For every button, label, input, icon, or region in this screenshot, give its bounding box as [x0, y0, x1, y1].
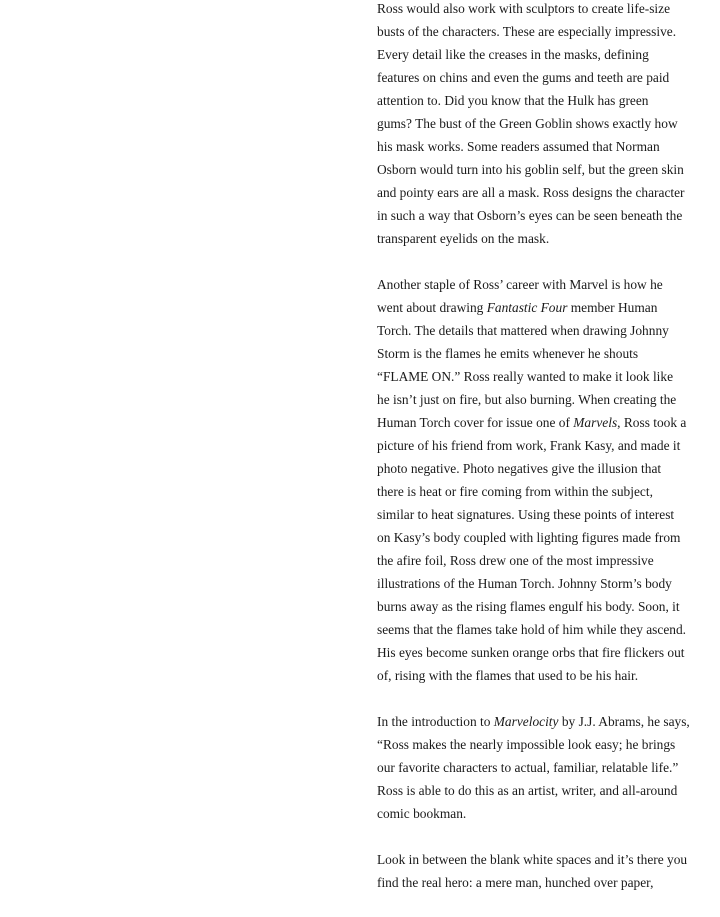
text-line: Torch. The details that mattered when drawing Johnny [377, 323, 669, 338]
italic-title: Marvelocity [493, 714, 559, 729]
text-line: on Kasy’s body coupled with lighting figures made from [377, 530, 681, 545]
text-line: similar to heat signatures. Using these points of interest [377, 507, 675, 522]
text-line: Look in between the blank white spaces and it’s there you [377, 852, 688, 867]
text-line: Ross is able to do this as an artist, writer, and all-around [377, 783, 678, 798]
text-line: “Ross makes the nearly impossible look easy; he brings [377, 737, 676, 752]
text-line: Osborn would turn into his goblin self, but the green skin [377, 162, 684, 177]
article-paragraph [377, 848, 688, 894]
text-line: photo negative. Photo negatives give the illusion that [377, 461, 662, 476]
text-line: Ross would also work with sculptors to create life-size [377, 1, 671, 16]
text-line: Every detail like the creases in the masks, defining [377, 47, 649, 62]
text-line: comic bookman. [377, 806, 467, 821]
article-paragraph [377, 0, 685, 250]
text-line: Storm is the flames he emits whenever he shouts [377, 346, 639, 361]
italic-title: Fantastic Four [486, 300, 568, 315]
text-line: “FLAME ON.” Ross really wanted to make it look like [377, 369, 674, 384]
article-text-column [377, 0, 690, 917]
text-line: transparent eyelids on the mask. [377, 231, 550, 246]
text-line: of, rising with the flames that used to be his hair. [377, 668, 639, 683]
text-line: Human Torch cover for issue one of Marvels, Ross took a [377, 415, 687, 430]
text-line: His eyes become sunken orange orbs that fire flickers out [377, 645, 685, 660]
italic-title: Marvels [573, 415, 618, 430]
text-line: and pointy ears are all a mask. Ross designs the character [377, 185, 685, 200]
text-line: the afire foil, Ross drew one of the most impressive [377, 553, 654, 568]
text-line: picture of his friend from work, Frank Kasy, and made it [377, 438, 681, 453]
text-line: find the real hero: a mere man, hunched over paper, [377, 875, 654, 890]
text-line: there is heat or fire coming from within the subject, [377, 484, 653, 499]
article-paragraph [377, 710, 690, 825]
text-line: seems that the flames take hold of him while they ascend. [377, 622, 687, 637]
text-line: In the introduction to Marvelocity by J.J. Abrams, he says, [377, 714, 690, 729]
text-line: Another staple of Ross’ career with Marvel is how he [377, 277, 663, 292]
text-line: illustrations of the Human Torch. Johnny Storm’s body [377, 576, 672, 591]
text-line: burns away as the rising flames engulf his body. Soon, it [377, 599, 680, 614]
text-line: in such a way that Osborn’s eyes can be seen beneath the [377, 208, 683, 223]
text-line: busts of the characters. These are especially impressive. [377, 24, 677, 39]
text-line: he isn’t just on fire, but also burning. When creating the [377, 392, 677, 407]
text-line: his mask works. Some readers assumed that Norman [377, 139, 660, 154]
article-paragraph [377, 273, 685, 687]
text-line: features on chins and even the gums and teeth are paid [377, 70, 670, 85]
text-line: went about drawing Fantastic Four member Human [377, 300, 658, 315]
text-line: our favorite characters to actual, familiar, relatable life.” [377, 760, 679, 775]
text-line: gums? The bust of the Green Goblin shows exactly how [377, 116, 678, 131]
text-line: attention to. Did you know that the Hulk has green [377, 93, 649, 108]
